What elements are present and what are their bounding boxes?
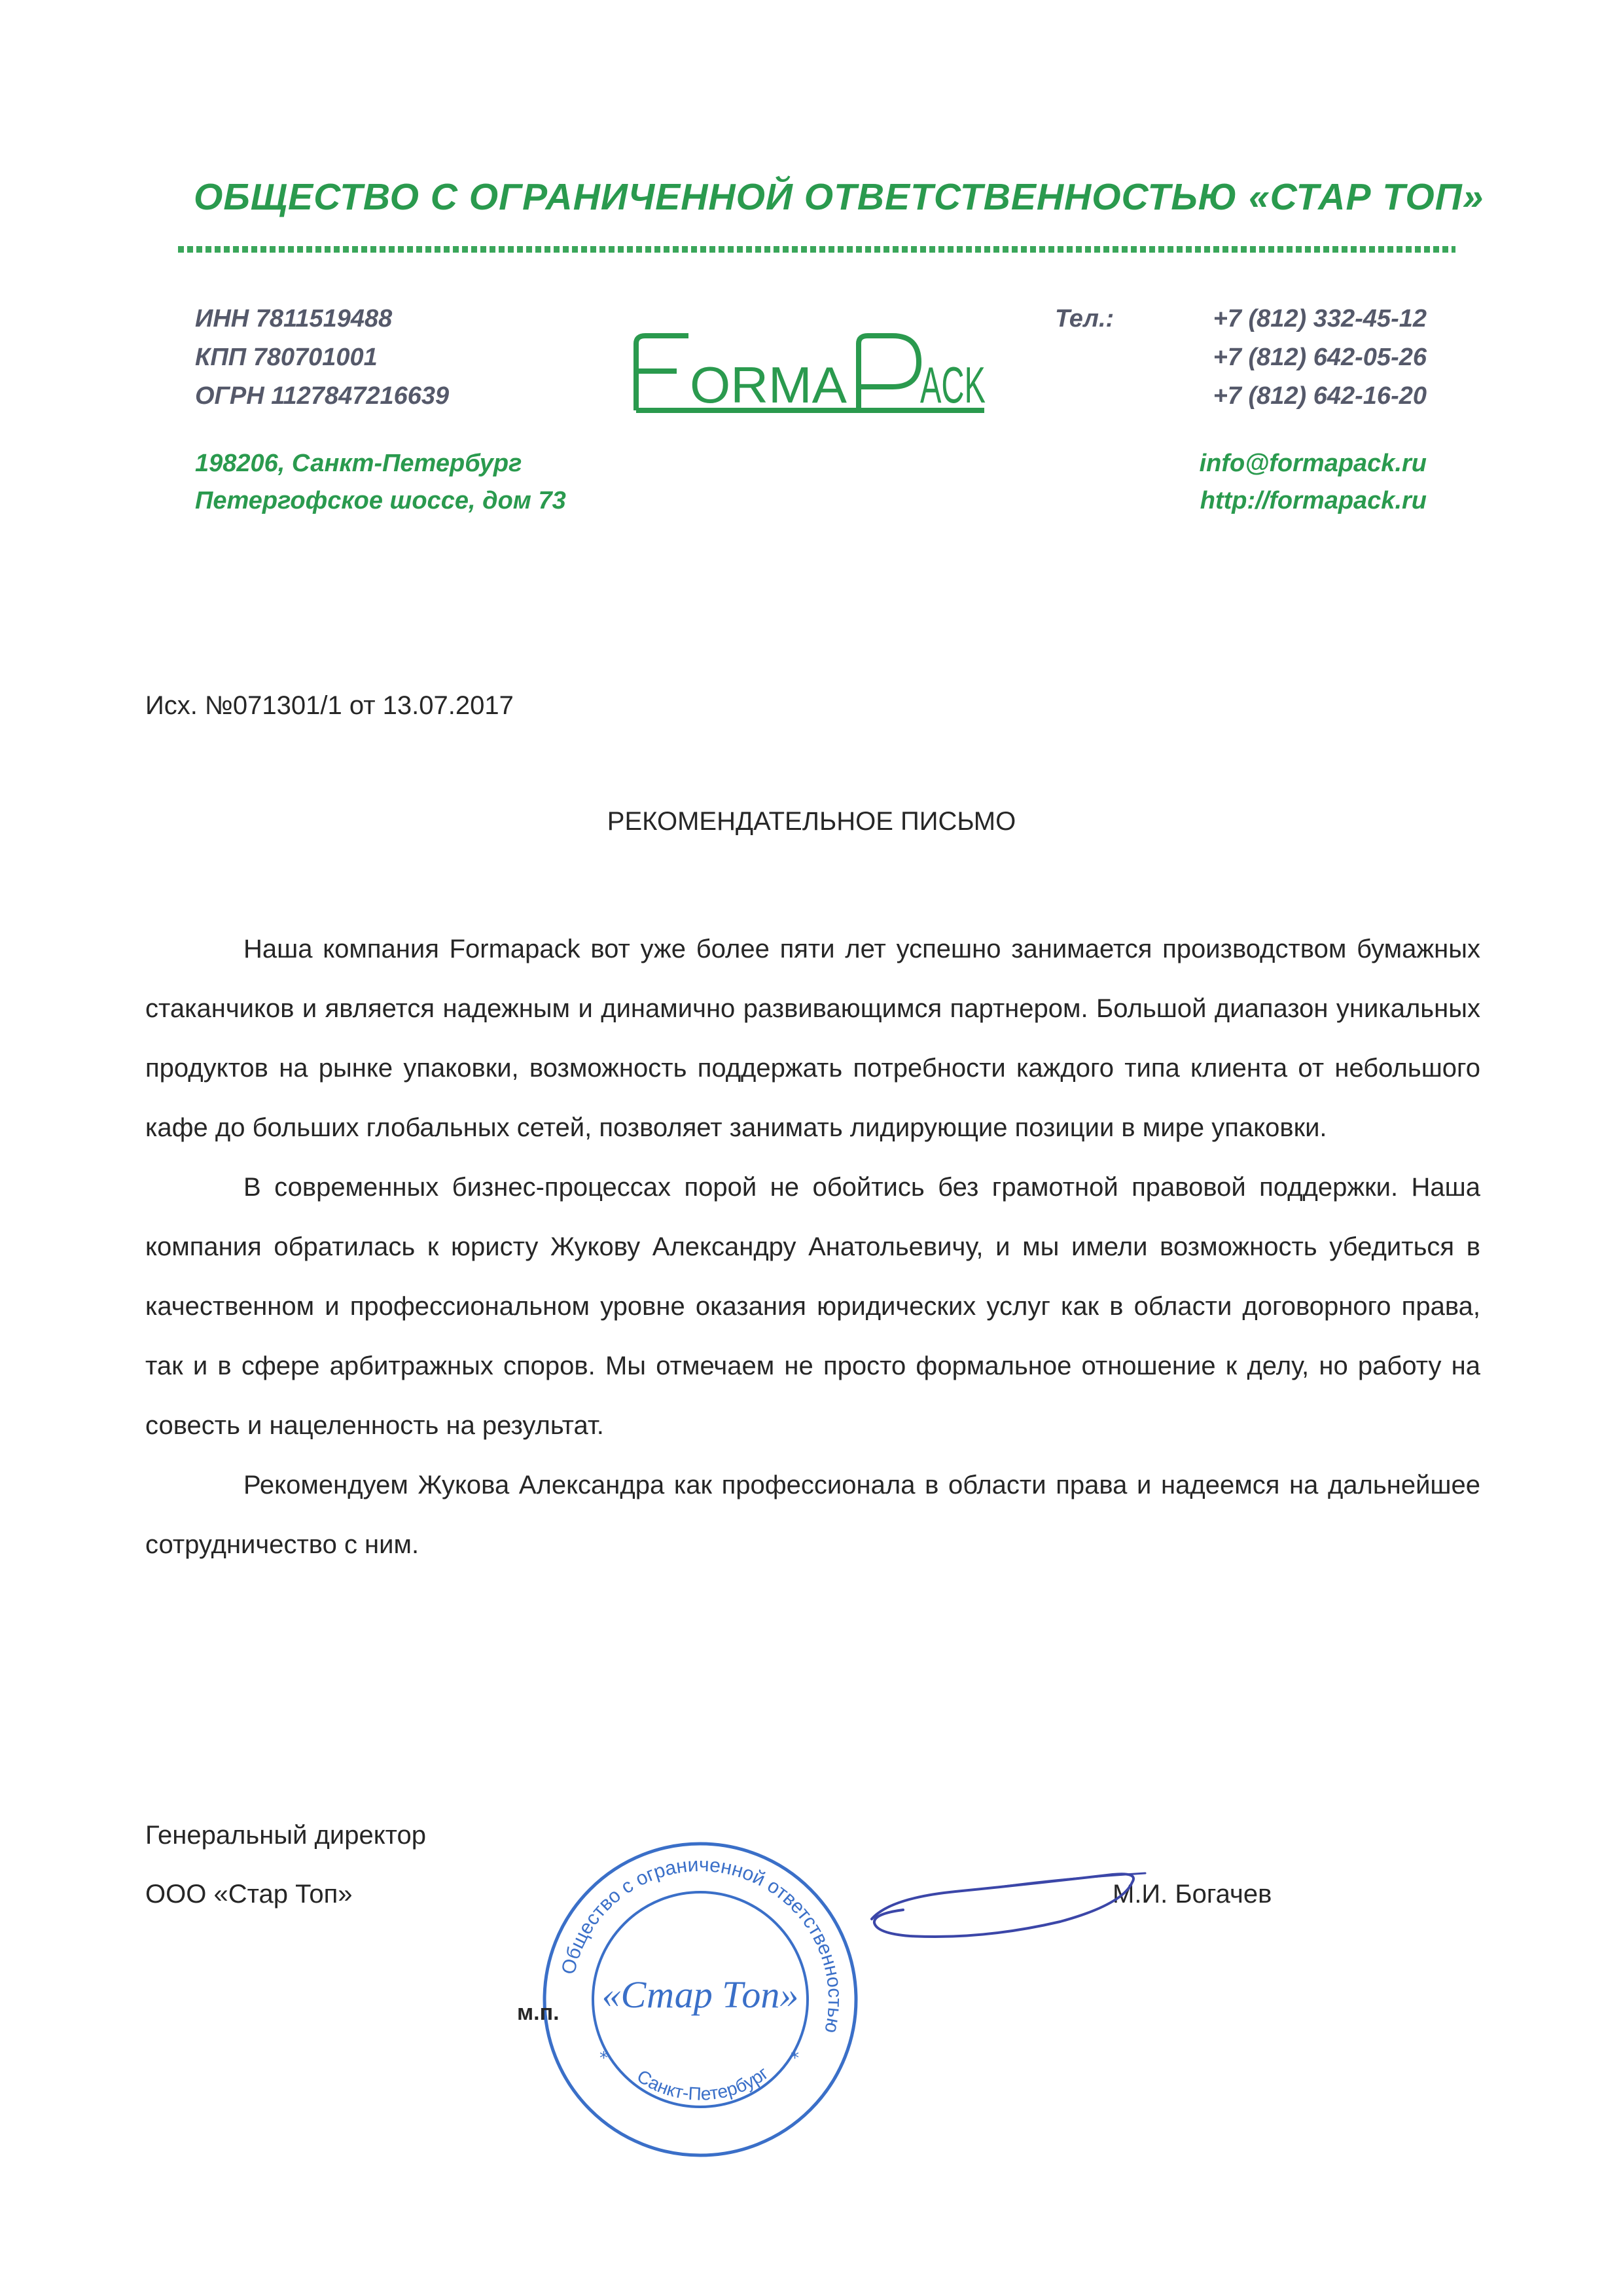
- signer-name: М.И. Богачев: [1113, 1880, 1272, 1909]
- seal-ring-text: Общество с ограниченной ответственностью: [557, 1854, 846, 2036]
- body-paragraph: В современных бизнес-процессах порой не обойтись без грамотной правовой поддержки. Наша компания обратилась к юристу Жукову Александру Анатольевичу, и мы имели возможность убедиться в качественном и профессиональном уровне оказания юридических услуг как в области договорного права, так и в сфере арбитражных споров. Мы отмечаем не просто формальное отношение к делу, но работу на совесть и нацеленность на результат.: [145, 1173, 1480, 1440]
- phone-number[interactable]: +7 (812) 642-05-26: [1213, 344, 1427, 371]
- company-contacts: [1021, 445, 1427, 520]
- seal-city-text: Санкт-Петербург: [633, 2062, 772, 2104]
- phone-row-1: [1021, 300, 1427, 338]
- phone-number[interactable]: +7 (812) 642-16-20: [1213, 382, 1427, 410]
- email-link[interactable]: info@formapack.ru: [1199, 450, 1427, 477]
- inn-text: ИНН 7811519488: [195, 305, 393, 332]
- phone-row-3: [1021, 377, 1427, 416]
- kpp-text: КПП 780701001: [195, 344, 378, 371]
- signer-position: Генеральный директор: [145, 1821, 427, 1850]
- company-seal: [537, 1836, 864, 2163]
- signer-organization: ООО «Стар Топ»: [145, 1880, 353, 1909]
- body-paragraph: Рекомендуем Жукова Александра как профессионала в области права и надеемся на дальнейшее сотрудничество с ним.: [145, 1471, 1480, 1559]
- phone-list: [1021, 300, 1427, 416]
- website-link[interactable]: http://formapack.ru: [1200, 487, 1427, 514]
- address-line-2: Петергофское шоссе, дом 73: [195, 487, 566, 514]
- phone-number[interactable]: +7 (812) 332-45-12: [1213, 305, 1427, 332]
- formapack-logo: [631, 331, 997, 416]
- document-title: РЕКОМЕНДАТЕЛЬНОЕ ПИСЬМО: [607, 807, 1016, 836]
- phone-label: Тел.:: [1055, 305, 1115, 332]
- svg-text:ORMA: ORMA: [690, 356, 847, 414]
- body-paragraph: Наша компания Formapack вот уже более пяти лет успешно занимается производством бумажных стаканчиков и является надежным и динамично развивающимся партнером. Большой диапазон уникальных продуктов на рынке упаковки, возможность поддержать потребности каждого типа клиента от небольшого кафе до больших глобальных сетей, позволяет занимать лидирующие позиции в мире упаковки.: [145, 935, 1480, 1142]
- letter-body: [145, 920, 1480, 1575]
- seal-placement-mark: м.п.: [517, 2000, 560, 2025]
- svg-text:*: *: [791, 2049, 799, 2068]
- address-line-1: 198206, Санкт-Петербург: [195, 450, 522, 477]
- letterhead-divider: [178, 246, 1455, 253]
- svg-text:ACK: ACK: [920, 356, 986, 414]
- registration-details: [195, 300, 449, 416]
- ogrn-text: ОГРН 1127847216639: [195, 382, 450, 410]
- phone-row-2: [1021, 338, 1427, 377]
- company-address: [195, 445, 566, 520]
- handwritten-signature: [864, 1859, 1152, 1950]
- seal-center-text: «Стар Топ»: [601, 1973, 799, 2016]
- outgoing-reference: Исх. №071301/1 от 13.07.2017: [145, 691, 514, 720]
- company-name-heading: ОБЩЕСТВО С ОГРАНИЧЕННОЙ ОТВЕТСТВЕННОСТЬЮ «СТАР ТОП»: [194, 176, 1484, 218]
- svg-text:*: *: [599, 2049, 608, 2068]
